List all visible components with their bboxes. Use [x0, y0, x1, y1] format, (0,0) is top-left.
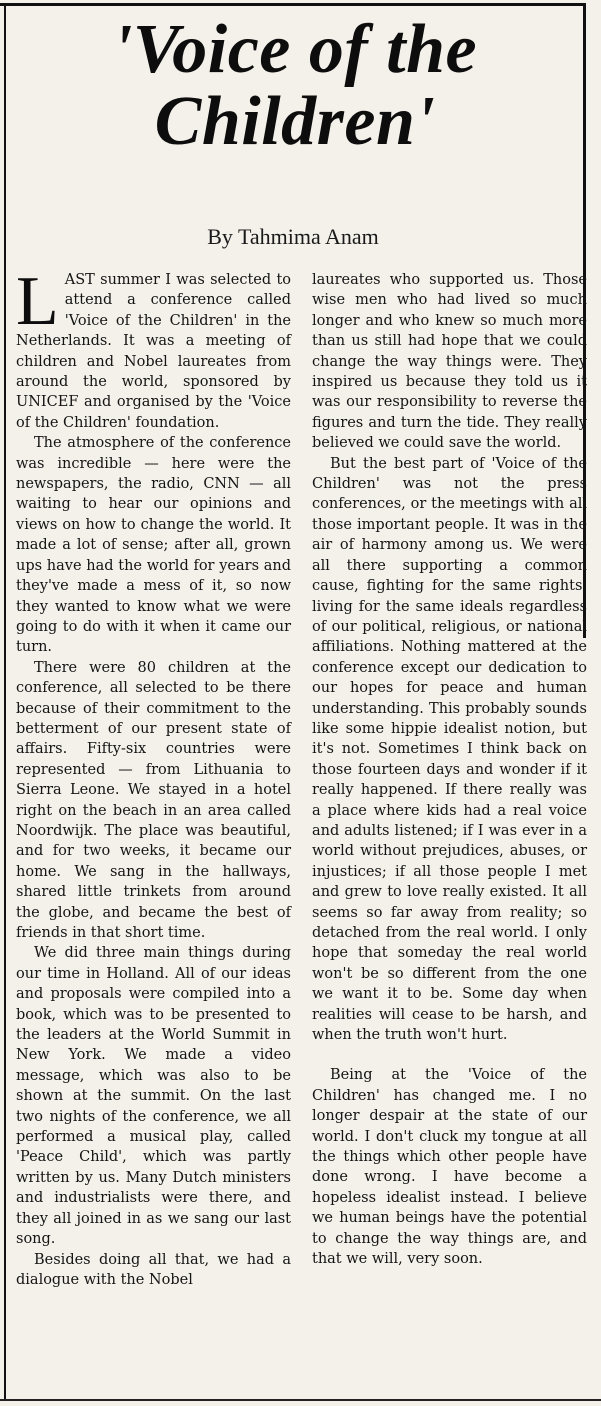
left-rule — [4, 3, 6, 1401]
paragraph-1 — [16, 263, 291, 433]
paragraph-6: But the best part of 'Voice of the Children' was not the press conferences, or the meetings with all those important people. It was in the air of harmony among us. We were all there supporting a common cause, fighting for the same rights, living for the same ideals regardless of our political, religious, or national affiliations. Nothing mattered at the conference except our dedication to our hopes for peace and human understanding. This probably sounds like some hippie idealist notion, but it's not. Sometimes I think back on those fourteen days and wonder if it really happened. If there really was a place where kids had a real voice and adults listened; if I was ever in a world without prejudices, abuses, or injustices; if all those people I met and grew to love really existed. It all seems so far away from reality; so detached from the real world. I only hope that someday the real world won't be so different from the one we want it to be. Some day when realities will cease to be harsh, and when the truth won't hurt. — [312, 455, 587, 1044]
paragraph-5-continued: laureates who supported us. Those wise men who had lived so much longer and who knew so much more than us still had hope that we could change the way things were. They inspired us because they told us it was our responsibility to reverse the figures and turn the tide. They really believed we could save the world. — [312, 272, 587, 452]
byline: By Tahmima Anam — [207, 224, 379, 249]
paragraph-1-text: AST summer I was selected to attend a conference called 'Voice of the Children' in the Netherlands. It was a meeting of children and Nobel laureates from around the world, sponsored by UNICEF and organised by the 'Voice of the Children' foundation. — [16, 272, 291, 431]
headline-line-2: Children' — [154, 83, 436, 160]
headline-line-1: 'Voice of the — [112, 11, 478, 88]
paragraph-4: We did three main things during our time in Holland. All of our ideas and proposals were compiled into a book, which was to be presented to the leaders at the World Summit in New York. We made a video message, which was also to be shown at the summit. On the last two nights of the conference, we all performed a musical play, called 'Peace Child', which was partly written by us. Many Dutch ministers and industrialists were there, and they all joined in as we sang our last song. — [16, 945, 291, 1248]
headline — [10, 11, 580, 160]
paragraph-3: There were 80 children at the conference, all selected to be there because of their commitment to the betterment of our present state of affairs. Fifty-six countries were represented — from Lithuania to Sierra Leone. We stayed in a hotel right on the beach in an area called Noordwijk. The place was beautiful, and for two weeks, it became our home. We sang in the hallways, shared little trinkets from around the globe, and became the best of friends in that short time. — [16, 659, 291, 941]
paragraph-2: The atmosphere of the conference was incredible — here were the newspapers, the radio, CNN — all waiting to hear our opinions and views on how to change the world. It made a lot of sense; after all, grown ups have had the world for years and they've made a mess of it, so now they wanted to know what we were going to do with it when it came our turn. — [16, 435, 291, 656]
top-rule — [0, 3, 586, 6]
paragraph-5-start: Besides doing all that, we had a dialogue with the Nobel — [16, 1251, 291, 1288]
drop-cap: L — [16, 263, 59, 340]
right-column — [312, 270, 587, 1400]
paragraph-7: Being at the 'Voice of the Children' has changed me. I no longer despair at the state of our world. I don't cluck my tongue at all the things which other people have done wrong. I have become a hopeless idealist instead. I believe we human beings have the potential to change the way things are, and that we will, very soon. — [312, 1067, 587, 1268]
left-column — [16, 263, 291, 1400]
